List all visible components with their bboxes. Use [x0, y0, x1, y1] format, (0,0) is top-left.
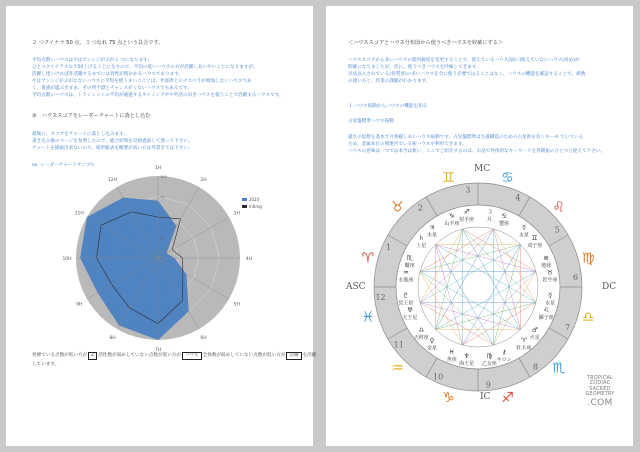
- body-line: 書き込み後のページを参照したので、総合結果を反映過部して使って下さい。: [32, 139, 193, 144]
- planet-sign-icon: ♋: [501, 211, 508, 220]
- body-line: ハウスの意味は一つでは本当は無い、ここでご紹介するのは、お話で外体的なキーワードを各期振のひとつと捉えて下さい。: [348, 149, 606, 154]
- house-number: 1: [385, 243, 392, 253]
- right-page: [326, 6, 633, 446]
- body-line: ハウススコアから多いハウスの使用範度を変更することで、使えているハウス(弱い)使えていないハウス(高め)が: [348, 58, 580, 63]
- body-line: く、貴重が嵐ぶきまま、その所不漂とチャンスがくないハウスでもあるです。: [32, 86, 192, 91]
- radar-tick-label: 50: [160, 216, 165, 220]
- sign-name-label: 魚座: [446, 357, 457, 364]
- zodiac-sign-icon: ♏: [552, 360, 565, 377]
- sign-name-label: 冥王星: [398, 300, 414, 307]
- house-number: 8: [533, 362, 539, 372]
- house-number: 9: [485, 380, 491, 390]
- sign-name-label: 金星: [427, 345, 438, 352]
- sign-name-label: 獅子座: [538, 315, 554, 322]
- legend-swatch: [242, 198, 247, 201]
- radar-category-label: 7H: [154, 348, 162, 353]
- radar-category-label: 4H: [245, 257, 253, 262]
- zodiac-sign-icon: ♒: [391, 360, 404, 377]
- sign-name-label: 木星: [427, 232, 438, 239]
- sign-name-label: 蠍座: [404, 262, 415, 269]
- zodiac-sign-icon: ♌: [552, 199, 565, 216]
- house-number: 7: [564, 322, 571, 332]
- house-number: 3: [465, 185, 471, 195]
- sub-heading: １.ハウス振動からハウスの機能を知る: [348, 104, 428, 109]
- planet-sign-icon: ♃: [429, 223, 435, 232]
- radar-category-label: 6H: [200, 335, 207, 341]
- zodiac-sign-icon: ♎: [581, 309, 595, 326]
- sign-name-label: 水瓶座: [398, 277, 414, 284]
- bottom-text-part: 活性数が弱めしていない点数が低い方が: [98, 353, 181, 358]
- zodiac-sign-icon: ♉: [391, 199, 404, 216]
- planet-sign-icon: ♆: [463, 352, 470, 361]
- axis-label-ic: IC: [480, 392, 491, 402]
- body-line: 平均点数いハウスはやはアンシジがぶが２ つになります。: [32, 58, 152, 63]
- site-logo: [576, 376, 624, 408]
- planet-sign-icon: ♊: [531, 234, 538, 243]
- body-line: の使い方と、作業の課題がわかります。: [348, 79, 431, 84]
- body-line: 活躍し達いければ外活躍するまでには骨壁が使かかるハウスであります。: [32, 72, 184, 77]
- chart-caption: ex. レーダーチャートサンプル: [32, 163, 95, 168]
- planet-sign-icon: ♒: [402, 268, 409, 277]
- zodiac-sign-icon: ♑: [442, 390, 455, 407]
- planet-sign-icon: ♏: [406, 253, 413, 262]
- body-line: ひとつクイナラスなラ50上げることになりので、平均の低いハウスの方が活躍しあいやいことになりますが、: [32, 65, 258, 70]
- legend-swatch: [242, 205, 247, 208]
- bottom-text-line2: しています。: [32, 362, 60, 367]
- planet-sign-icon: ⊕: [543, 253, 549, 262]
- bottom-text-part: 発揮ている点数が低い方が: [32, 353, 88, 358]
- axis-label-dc: DC: [602, 282, 617, 292]
- planet-sign-icon: ♀: [429, 336, 435, 345]
- body-line: 早法以入されている(各質意)の多いハウスを全に使う必要ではることはなく、ハウスの機能を確認することで、緩数: [348, 72, 586, 77]
- house-number: 5: [554, 225, 560, 235]
- house-number: 10: [433, 372, 444, 382]
- planet-sign-icon: ☿: [548, 291, 553, 300]
- sign-name-label: 水星: [545, 300, 556, 307]
- body-line: 誕生の思想を基本で月相磁しあいハウス振動です。占星盤標準は生誕構造のための占星術を有ンキーモ ていている: [348, 135, 584, 140]
- logo-text: SACRED: [589, 386, 611, 392]
- planet-sign-icon: ♑: [448, 211, 455, 220]
- radar-category-label: 10H: [62, 257, 72, 262]
- house-number: 12: [375, 293, 386, 303]
- sign-name-label: 蟹座: [499, 220, 510, 227]
- logo-text: TROPICAL: [586, 376, 614, 381]
- bottom-text-part: 全体数が弱めしていない点数が低い方が: [202, 353, 286, 358]
- sign-name-label: 海王星: [459, 361, 475, 368]
- radar-category-label: 12H: [107, 178, 118, 184]
- logo-text: ZODIAC: [589, 381, 611, 387]
- sign-name-label: 水星: [518, 232, 529, 239]
- planet-sign-icon: ♍: [486, 352, 493, 361]
- radar-tick-label: 0: [160, 257, 163, 261]
- radar-tick-label: 100: [160, 175, 167, 179]
- radar-category-label: 3H: [233, 211, 240, 217]
- zodiac-sign-icon: ♈: [361, 250, 375, 267]
- sign-name-label: 火星: [529, 334, 540, 341]
- section-heading: ③ ハウススコアをレーダーチャートに落とし込む: [32, 113, 151, 119]
- legend-label: 2024: [249, 197, 260, 202]
- sign-name-label: 牡羊座: [516, 345, 532, 352]
- body-line: 明確になりましたが、次に、使うべきハウスを吟味してきます。: [348, 65, 481, 70]
- planet-sign-icon: ♄: [418, 234, 425, 243]
- box-label: ハウス: [182, 352, 202, 360]
- radar-category-label: 1H: [154, 166, 162, 171]
- radar-tick-label: 25: [160, 236, 165, 241]
- planet-sign-icon: ♐: [463, 207, 470, 216]
- house-number: 6: [572, 272, 579, 282]
- zodiac-sign-icon: ♋: [501, 169, 514, 186]
- house-number: 11: [393, 340, 404, 350]
- planet-sign-icon: ⚷: [501, 348, 507, 357]
- zodiac-sign-icon: ♐: [501, 390, 514, 407]
- sign-name-label: 天王星: [402, 315, 418, 322]
- sign-name-label: 射手座: [459, 216, 475, 223]
- sign-name-label: 山羊座: [444, 220, 460, 227]
- sign-name-label: 天秤座: [413, 334, 429, 341]
- axis-label-mc: MC: [474, 164, 491, 174]
- box-label: 活躍: [286, 352, 301, 360]
- body-line: チャートを描画出来ないので、紙形総表を概要が高い方は外書きでは下さい。: [32, 146, 193, 151]
- zodiac-sign-icon: ♓: [361, 309, 375, 326]
- planet-sign-icon: ♈: [521, 336, 527, 345]
- logo-text: GEOMETRY: [585, 392, 615, 398]
- sub-heading: 占星盤標準ハウス振動: [348, 119, 394, 124]
- sign-name-label: キロン: [496, 357, 512, 364]
- sign-name-label: 双子座: [527, 243, 543, 250]
- sign-name-label: 月: [486, 216, 492, 223]
- sign-name-label: 乙女座: [481, 361, 497, 368]
- planet-sign-icon: ♌: [543, 306, 550, 315]
- body-line: 平均点数いハウスは、トランシットの平均が通過するタイミングやや外活の向きハウスを使うことで活躍するハウスです。: [32, 93, 284, 98]
- planet-sign-icon: ♂: [531, 325, 538, 334]
- bottom-text: [32, 352, 316, 360]
- radar-category-label: 8H: [109, 335, 116, 341]
- radar-category-label: 11H: [74, 211, 84, 217]
- radar-tick-label: 75: [160, 195, 165, 200]
- body-line: やはアンシジがぶがなないハウスに平均を使うまいこことは、作客際とのナスベラが増加しないハウスであ: [32, 79, 252, 84]
- sign-name-label: 牡牛座: [542, 277, 558, 284]
- legend-label: Intimg: [249, 204, 262, 209]
- radar-chart: [6, 168, 313, 368]
- intro-line: ２ つクイナラ 50 点、３ つなれ 75 点という具合です。: [32, 40, 164, 46]
- bottom-text-part: を活躍: [302, 353, 317, 358]
- planet-sign-icon: ♅: [406, 306, 413, 315]
- planet-sign-icon: ♇: [402, 291, 409, 300]
- planet-sign-icon: ♉: [547, 268, 554, 277]
- box-label: Z: [88, 352, 97, 360]
- right-title: ＜ハウススコアとハウス分布図から使うべきハウスを絞確にする＞: [348, 40, 504, 46]
- planet-sign-icon: ♎: [418, 325, 425, 334]
- sign-name-label: 地球: [541, 262, 552, 269]
- house-number: 2: [417, 203, 423, 213]
- planet-sign-icon: ☽: [486, 207, 493, 216]
- body-line: 最後に、スコアをチャートに落とし込みます。: [32, 132, 128, 137]
- sign-name-label: 土星: [416, 243, 427, 250]
- radar-category-label: 5H: [233, 302, 240, 308]
- radar-category-label: 9H: [76, 302, 83, 308]
- zodiac-sign-icon: ♍: [581, 250, 595, 267]
- zodiac-sign-icon: ♊: [442, 169, 455, 186]
- wheel-middle-ring: [393, 205, 560, 372]
- body-line: ため、金属本位の関連内でいる振ハウスや利用できます。: [348, 142, 467, 147]
- logo-text: .COM: [587, 397, 613, 408]
- house-number: 4: [515, 193, 521, 203]
- planet-sign-icon: ☿: [521, 223, 526, 232]
- axis-label-asc: ASC: [346, 282, 366, 292]
- planet-sign-icon: ♓: [448, 348, 455, 357]
- left-page: [6, 6, 317, 446]
- radar-category-label: 2H: [200, 178, 207, 184]
